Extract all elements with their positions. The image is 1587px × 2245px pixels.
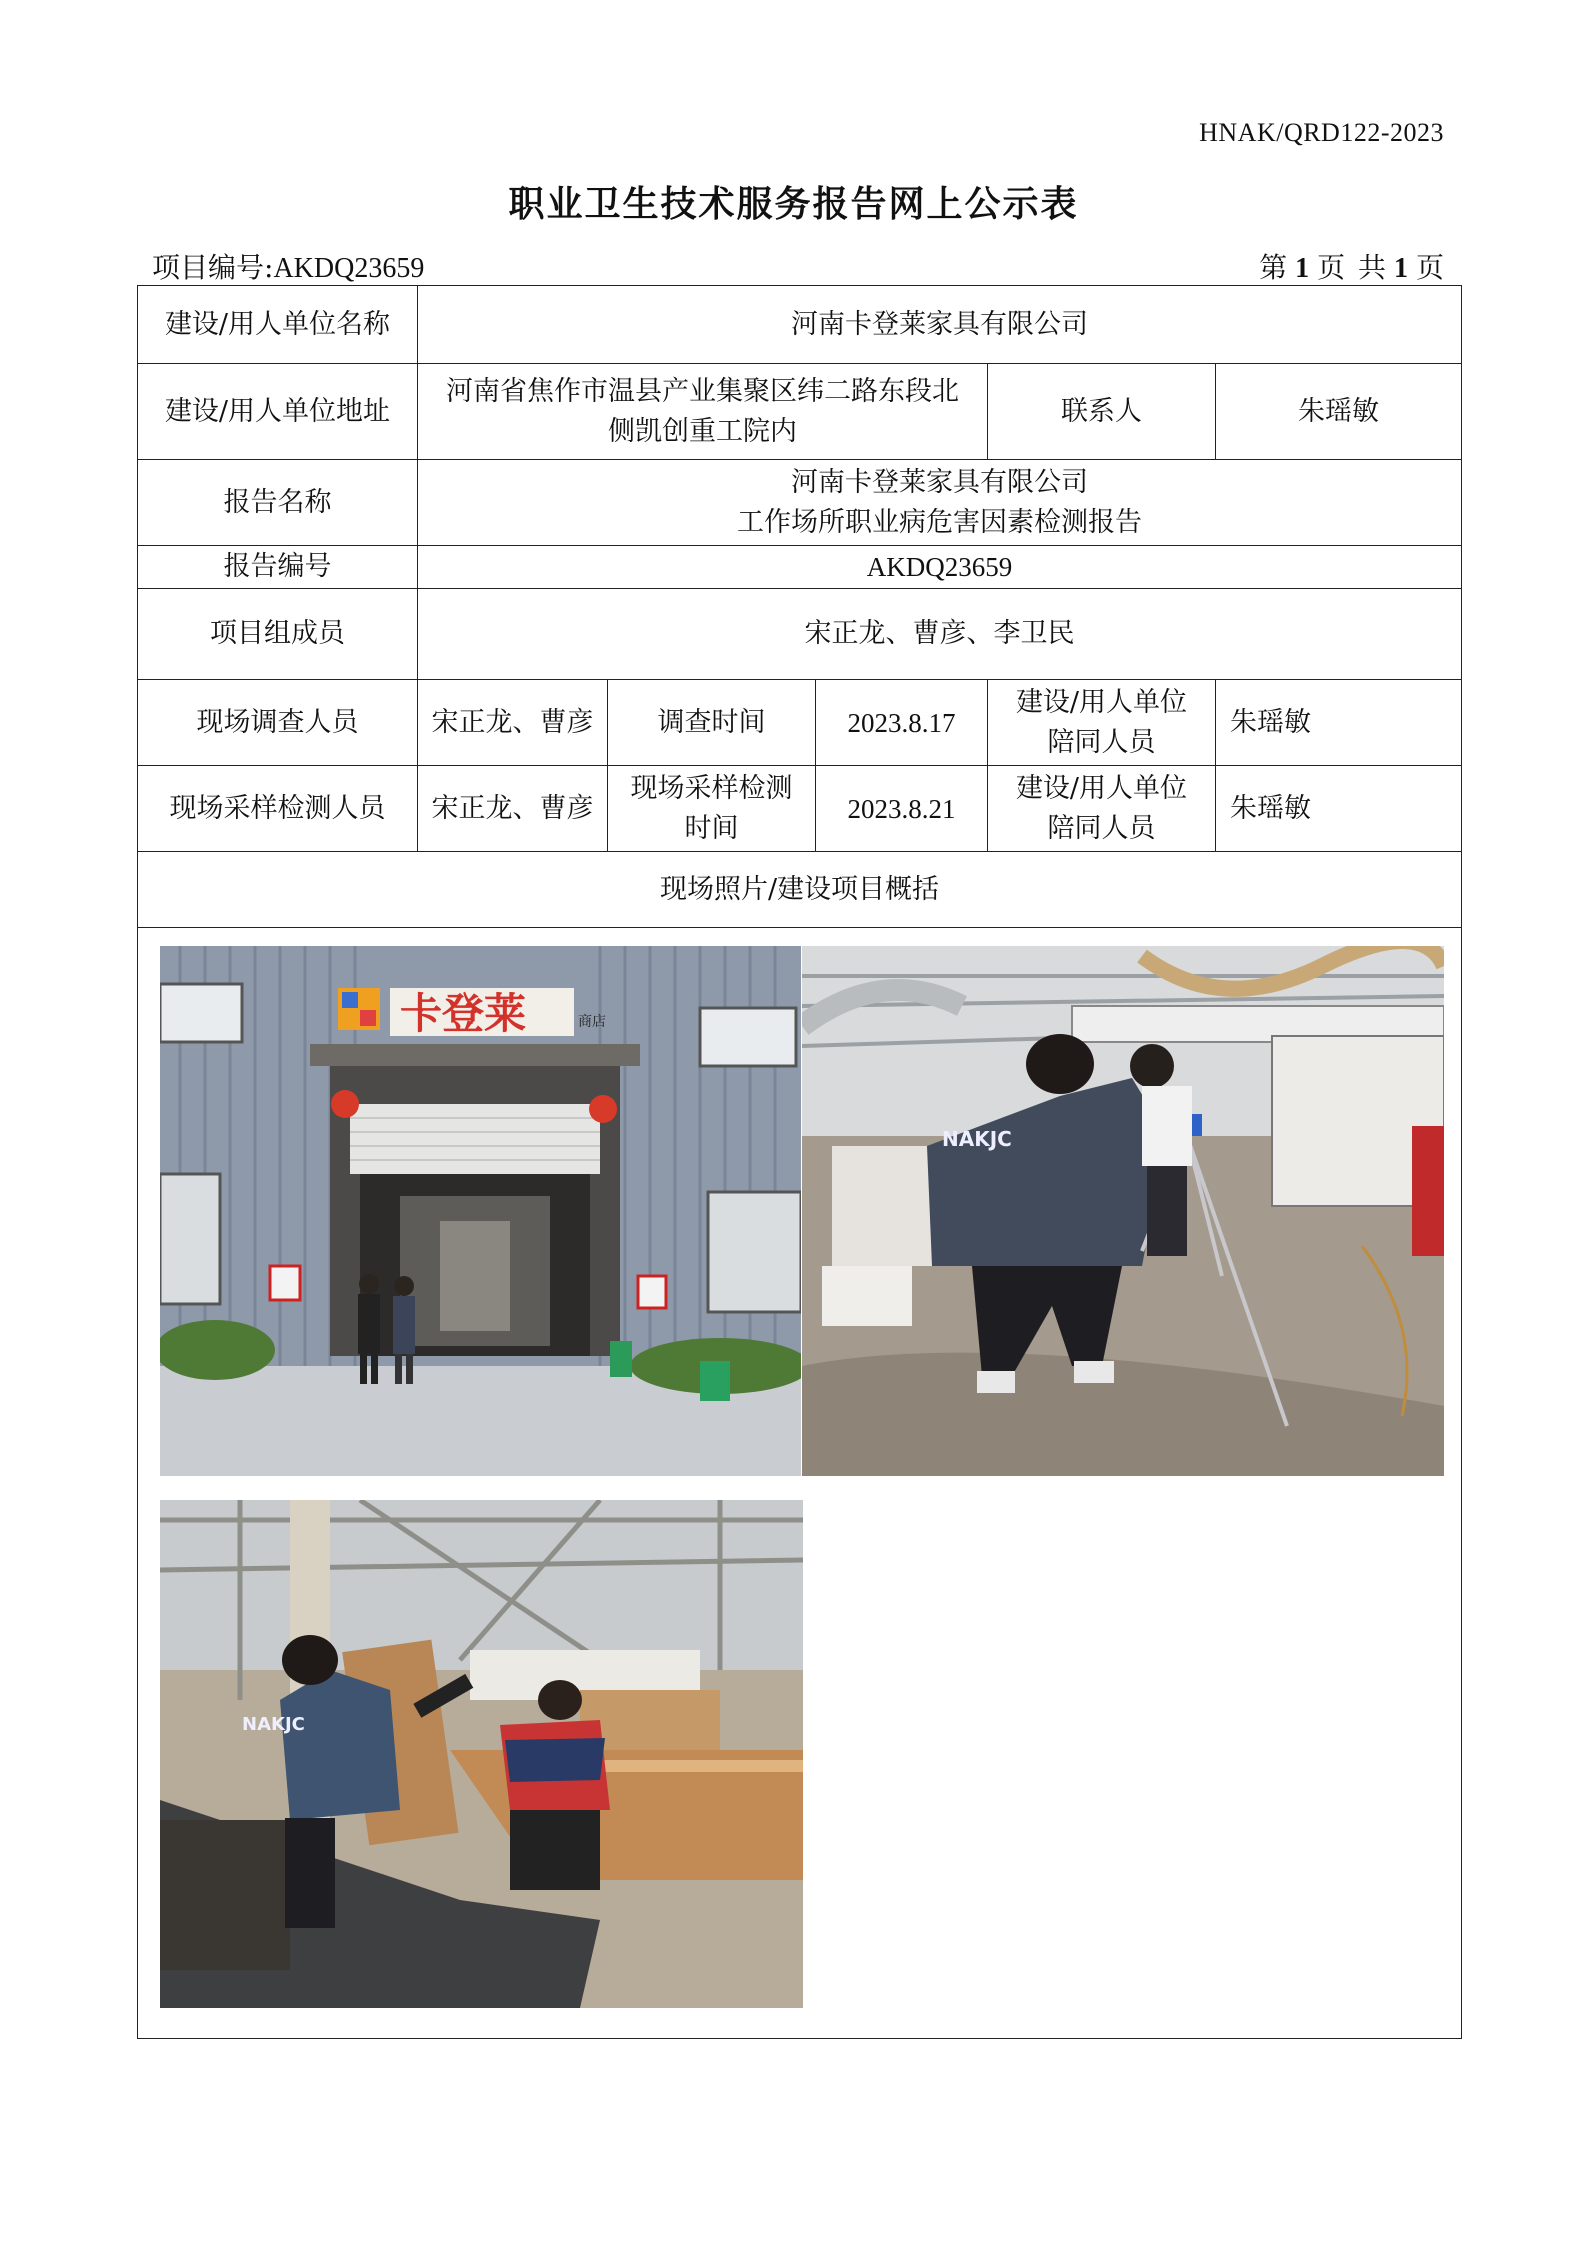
survey-time-value: 2023.8.17 — [816, 680, 988, 766]
report-name-value — [418, 460, 1462, 546]
survey-escort-value: 朱瑶敏 — [1216, 680, 1462, 766]
page-total: 1 — [1393, 253, 1408, 284]
photo-area — [146, 928, 1453, 2038]
sampling-time-label-line-1: 现场采样检测 — [630, 772, 793, 804]
page-suffix: 页 — [1415, 251, 1444, 284]
contact-label: 联系人 — [988, 364, 1216, 460]
sign-side-text: 商店 — [578, 1014, 606, 1030]
factory-entrance-image — [160, 946, 801, 1476]
sampling-escort-value: 朱瑶敏 — [1216, 766, 1462, 852]
disclosure-table — [137, 285, 1462, 2039]
sign-text: 卡登莱 — [400, 989, 527, 1038]
report-no-value: AKDQ23659 — [418, 546, 1462, 589]
page-indicator — [1259, 246, 1444, 286]
sampling-time-label — [608, 766, 816, 852]
company-name-value: 河南卡登莱家具有限公司 — [418, 286, 1462, 364]
survey-escort-label-line-1: 建设/用人单位 — [1015, 686, 1188, 718]
survey-escort-label — [988, 680, 1216, 766]
sampling-escort-label-line-2: 陪同人员 — [1047, 812, 1156, 844]
jacket-text-3: NAKJC — [242, 1714, 305, 1735]
address-value — [418, 364, 988, 460]
contact-value: 朱瑶敏 — [1216, 364, 1462, 460]
sampling-staff-value: 宋正龙、曹彦 — [418, 766, 608, 852]
sampling-time-value: 2023.8.21 — [816, 766, 988, 852]
company-name-label: 建设/用人单位名称 — [138, 286, 418, 364]
photo-workshop-inspection — [160, 1500, 803, 2008]
team-label: 项目组成员 — [138, 589, 418, 680]
survey-escort-label-line-2: 陪同人员 — [1047, 726, 1156, 758]
report-name-label: 报告名称 — [138, 460, 418, 546]
row-survey — [138, 680, 1462, 766]
report-no-label: 报告编号 — [138, 546, 418, 589]
page-prefix: 第 — [1259, 251, 1288, 284]
survey-staff-value: 宋正龙、曹彦 — [418, 680, 608, 766]
row-company-name — [138, 286, 1462, 364]
sampling-escort-label-line-1: 建设/用人单位 — [1015, 772, 1188, 804]
address-line-1: 河南省焦作市温县产业集聚区纬二路东段北 — [446, 375, 959, 407]
page-title: 职业卫生技术服务报告网上公示表 — [508, 183, 1079, 225]
survey-time-label: 调查时间 — [608, 680, 816, 766]
jacket-text-2: NAKJC — [942, 1127, 1012, 1151]
address-line-2: 侧凯创重工院内 — [608, 415, 797, 447]
project-number-value: AKDQ23659 — [273, 253, 425, 284]
photo-field-measurement — [802, 946, 1444, 1476]
row-report-name — [138, 460, 1462, 546]
project-number-label: 项目编号: — [152, 251, 274, 284]
page-mid: 页 共 — [1317, 251, 1386, 284]
row-team — [138, 589, 1462, 680]
row-photos — [138, 928, 1462, 2039]
row-sampling — [138, 766, 1462, 852]
sampling-staff-label: 现场采样检测人员 — [138, 766, 418, 852]
team-value: 宋正龙、曹彦、李卫民 — [418, 589, 1462, 680]
survey-staff-label: 现场调查人员 — [138, 680, 418, 766]
photos-header: 现场照片/建设项目概括 — [138, 852, 1462, 928]
report-name-line-2: 工作场所职业病危害因素检测报告 — [737, 506, 1142, 538]
photo-factory-entrance — [160, 946, 801, 1476]
sampling-time-label-line-2: 时间 — [684, 812, 739, 844]
field-measurement-image — [802, 946, 1444, 1476]
page-current: 1 — [1295, 253, 1310, 284]
row-report-no — [138, 546, 1462, 589]
row-address — [138, 364, 1462, 460]
document-code: HNAK/QRD122-2023 — [1199, 118, 1444, 147]
sampling-escort-label — [988, 766, 1216, 852]
report-name-line-1: 河南卡登莱家具有限公司 — [791, 466, 1088, 498]
project-number — [152, 246, 424, 286]
photos-cell — [138, 928, 1462, 2039]
workshop-inspection-image — [160, 1500, 803, 2008]
address-label: 建设/用人单位地址 — [138, 364, 418, 460]
row-photos-header — [138, 852, 1462, 928]
